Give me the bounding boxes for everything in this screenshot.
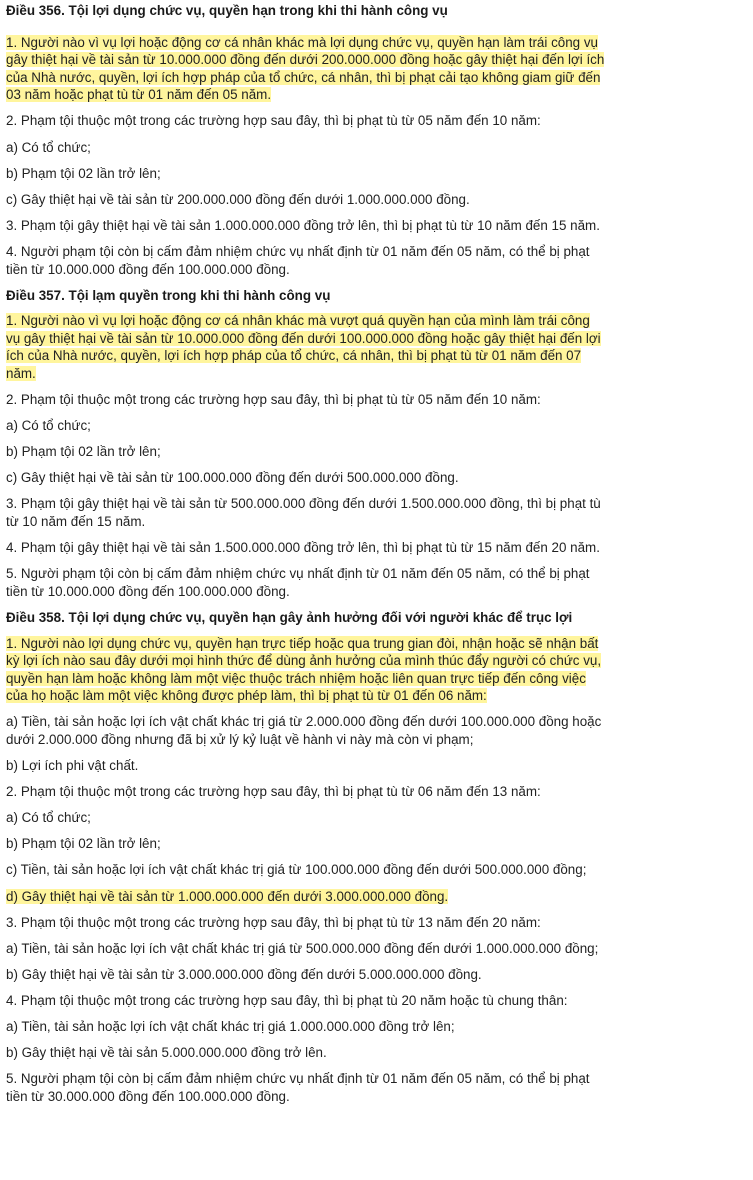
highlighted-paragraph: [6, 888, 606, 906]
paragraph-text: 2. Phạm tội thuộc một trong các trường hợp sau đây, thì bị phạt tù từ 05 năm đến 10 năm:: [6, 392, 541, 408]
paragraph-text: 1. Người nào vì vụ lợi hoặc động cơ cá nhân khác mà vượt quá quyền hạn của mình làm trái công vụ gây thiệt hại về tài sản từ 10.000.000 đồng đến dưới 100.000.000 đồng hoặc gây thiệt hại đến lợi ích của Nhà nước, quyền, lợi ích hợp pháp của tổ chức, cá nhân, thì bị phạt tù từ 01 năm đến 07 năm.: [6, 313, 601, 381]
paragraph-text: b) Lợi ích phi vật chất.: [6, 758, 139, 774]
paragraph: [6, 539, 606, 557]
article-heading: Điều 357. Tội lạm quyền trong khi thi hành công vụ: [6, 287, 331, 303]
paragraph-text: 2. Phạm tội thuộc một trong các trường hợp sau đây, thì bị phạt tù từ 06 năm đến 13 năm:: [6, 784, 541, 800]
paragraph: [6, 914, 606, 932]
paragraph: [6, 861, 606, 879]
paragraph: [6, 1018, 606, 1036]
article-1: [6, 2, 606, 278]
paragraph: [6, 165, 606, 183]
paragraph-text: 5. Người phạm tội còn bị cấm đảm nhiệm chức vụ nhất định từ 01 năm đến 05 năm, có thể bị phạt tiền từ 30.000.000 đồng đến 100.000.000 đồng.: [6, 1071, 590, 1104]
paragraph: [6, 565, 606, 600]
paragraph-text: a) Có tổ chức;: [6, 418, 91, 434]
paragraph: [6, 391, 606, 409]
article-heading: Điều 356. Tội lợi dụng chức vụ, quyền hạn trong khi thi hành công vụ: [6, 3, 448, 18]
paragraph-text: 3. Phạm tội gây thiệt hại về tài sản 1.000.000.000 đồng trở lên, thì bị phạt tù từ 10 năm đến 15 năm.: [6, 217, 600, 233]
paragraph-text: 2. Phạm tội thuộc một trong các trường hợp sau đây, thì bị phạt tù từ 05 năm đến 10 năm:: [6, 113, 541, 129]
paragraph: [6, 713, 606, 748]
paragraph: [6, 417, 606, 435]
paragraph-text: b) Phạm tội 02 lần trở lên;: [6, 836, 161, 852]
paragraph: [6, 940, 606, 958]
paragraph: [6, 495, 606, 530]
paragraph-text: d) Gây thiệt hại về tài sản từ 1.000.000.000 đến dưới 3.000.000.000 đồng.: [6, 888, 449, 904]
paragraph-text: c) Gây thiệt hại về tài sản từ 100.000.000 đồng đến dưới 500.000.000 đồng.: [6, 470, 459, 486]
paragraph-text: b) Gây thiệt hại về tài sản 5.000.000.000 đồng trở lên.: [6, 1045, 327, 1061]
articles: [6, 2, 606, 1105]
paragraph-text: b) Phạm tội 02 lần trở lên;: [6, 165, 161, 181]
paragraph: [6, 469, 606, 487]
paragraph-text: 4. Phạm tội gây thiệt hại về tài sản 1.500.000.000 đồng trở lên, thì bị phạt tù từ 15 năm đến 20 năm.: [6, 540, 600, 556]
paragraph: [6, 443, 606, 461]
paragraph-text: a) Tiền, tài sản hoặc lợi ích vật chất khác trị giá 1.000.000.000 đồng trở lên;: [6, 1019, 455, 1035]
paragraph: [6, 809, 606, 827]
article-heading: Điều 358. Tội lợi dụng chức vụ, quyền hạn gây ảnh hưởng đối với người khác để trục lợi: [6, 609, 573, 625]
paragraph: [6, 783, 606, 801]
paragraph-text: 3. Phạm tội gây thiệt hại về tài sản từ 500.000.000 đồng đến dưới 1.500.000.000 đồng, thì bị phạt tù từ 10 năm đến 15 năm.: [6, 496, 601, 530]
paragraph-text: 1. Người nào vì vụ lợi hoặc động cơ cá nhân khác mà lợi dụng chức vụ, quyền hạn làm trái công vụ gây thiệt hại về tài sản từ 10.000.000 đồng đến dưới 200.000.000 đồng hoặc gây thiệt hại đến lợi ích của Nhà nước, quyền, lợi ích hợp pháp của tổ chức, cá nhân, thì bị phạt cải tạo không giam giữ đến 03 năm hoặc phạt tù từ 01 năm đến 05 năm.: [6, 34, 605, 103]
paragraph: [6, 139, 606, 157]
highlighted-paragraph: [6, 34, 606, 104]
paragraph-text: 4. Người phạm tội còn bị cấm đảm nhiệm chức vụ nhất định từ 01 năm đến 05 năm, có thể bị phạt tiền từ 10.000.000 đồng đến 100.000.000 đồng.: [6, 243, 590, 277]
paragraph-text: 4. Phạm tội thuộc một trong các trường hợp sau đây, thì bị phạt tù 20 năm hoặc tù chung thân:: [6, 992, 568, 1008]
highlighted-paragraph: [6, 635, 606, 705]
paragraph-text: b) Gây thiệt hại về tài sản từ 3.000.000.000 đồng đến dưới 5.000.000.000 đồng.: [6, 966, 482, 982]
paragraph: [6, 966, 606, 984]
paragraph-text: 3. Phạm tội thuộc một trong các trường hợp sau đây, thì bị phạt tù từ 13 năm đến 20 năm:: [6, 914, 541, 930]
paragraph: [6, 835, 606, 853]
paragraph: [6, 217, 606, 235]
article-2: [6, 287, 606, 601]
paragraph-text: a) Tiền, tài sản hoặc lợi ích vật chất khác trị giá từ 2.000.000 đồng đến dưới 100.000.000 đồng hoặc dưới 2.000.000 đồng nhưng đã bị xử lý kỷ luật về hành vi này mà còn vi phạm;: [6, 714, 602, 747]
paragraph-text: a) Tiền, tài sản hoặc lợi ích vật chất khác trị giá từ 500.000.000 đồng đến dưới 1.000.000.000 đồng;: [6, 940, 599, 956]
paragraph: [6, 1044, 606, 1062]
document-page: [0, 2, 606, 1105]
paragraph-text: c) Tiền, tài sản hoặc lợi ích vật chất khác trị giá từ 100.000.000 đồng đến dưới 500.000.000 đồng;: [6, 862, 587, 878]
article-3: [6, 609, 606, 1105]
paragraph-text: 5. Người phạm tội còn bị cấm đảm nhiệm chức vụ nhất định từ 01 năm đến 05 năm, có thể bị phạt tiền từ 10.000.000 đồng đến 100.000.000 đồng.: [6, 566, 590, 599]
paragraph: [6, 243, 606, 278]
paragraph-text: b) Phạm tội 02 lần trở lên;: [6, 444, 161, 460]
paragraph-text: a) Có tổ chức;: [6, 139, 91, 155]
paragraph: [6, 992, 606, 1010]
highlighted-paragraph: [6, 312, 606, 382]
paragraph: [6, 191, 606, 209]
paragraph-text: a) Có tổ chức;: [6, 810, 91, 826]
paragraph: [6, 757, 606, 775]
paragraph: [6, 112, 606, 130]
paragraph: [6, 1070, 606, 1105]
paragraph-text: 1. Người nào lợi dụng chức vụ, quyền hạn trực tiếp hoặc qua trung gian đòi, nhận hoặc sẽ nhận bất kỳ lợi ích nào sau đây dưới mọi hình thức để dùng ảnh hưởng của mình thúc đẩy người có chức vụ, quyền hạn làm hoặc không làm một việc thuộc trách nhiệm hoặc liên quan trực tiếp đến công việc của họ hoặc làm một việc không được phép làm, thì bị phạt tù từ 01 đến 06 năm:: [6, 635, 602, 704]
paragraph-text: c) Gây thiệt hại về tài sản từ 200.000.000 đồng đến dưới 1.000.000.000 đồng.: [6, 191, 470, 207]
